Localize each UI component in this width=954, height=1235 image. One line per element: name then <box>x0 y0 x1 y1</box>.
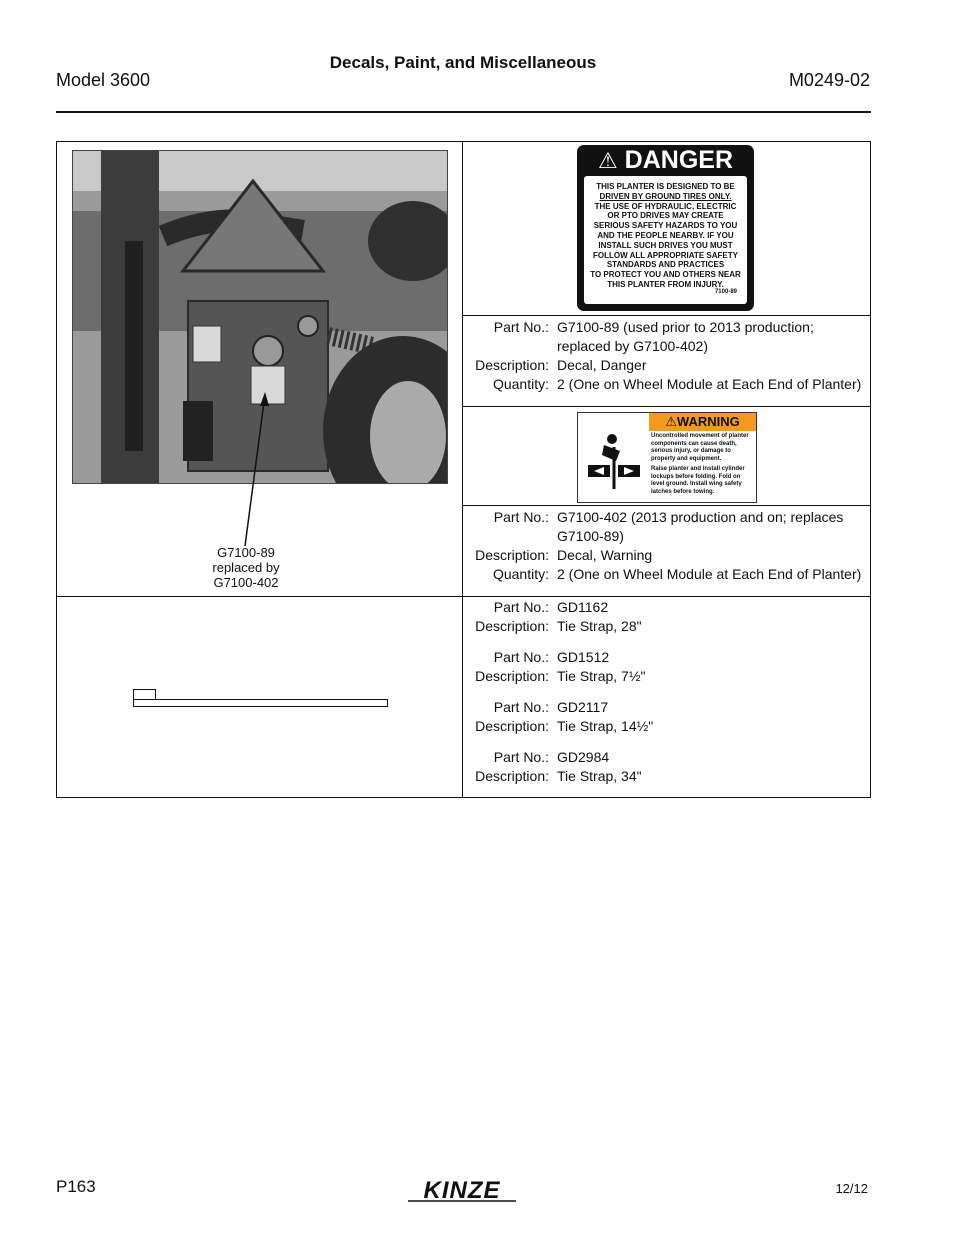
danger-decal-code: 7100-89 <box>714 289 737 296</box>
description-label: Description: <box>475 718 549 734</box>
part-no-row <box>468 508 867 546</box>
part-no-row <box>468 318 867 356</box>
description-label: Description: <box>475 768 549 784</box>
warning-decal <box>577 412 757 503</box>
danger-line: TO PROTECT YOU AND OTHERS NEAR <box>590 270 741 280</box>
table-divider-2 <box>462 406 870 407</box>
description-value: Tie Strap, 34" <box>557 768 642 784</box>
part-no-label: Part No.: <box>493 599 549 615</box>
danger-line: AND THE PEOPLE NEARBY. IF YOU <box>597 230 734 240</box>
danger-line: FOLLOW ALL APPROPRIATE SAFETY <box>593 250 738 260</box>
kinze-logo-text: KINZE <box>423 1177 501 1204</box>
warning-triangle-icon: ⚠ <box>597 148 618 173</box>
danger-line: STANDARDS AND PRACTICES <box>606 260 725 270</box>
quantity-label: Quantity: <box>492 376 549 392</box>
part-no-value: GD2984 <box>557 749 610 765</box>
table-divider-vertical <box>462 141 463 797</box>
warning-paragraph-1: Uncontrolled movement of planter components can cause death, serious injury, or damage to property and equipment. <box>651 433 749 462</box>
part-no-label: Part No.: <box>493 699 549 715</box>
warning-paragraph-2: Raise planter and install cylinder lockups before folding. Fold on level ground. Install wing safety latches before towing. <box>651 466 745 495</box>
quantity-value: 2 (One on Wheel Module at Each End of Planter) <box>557 566 862 582</box>
part-no-label: Part No.: <box>493 649 549 665</box>
part-no-value: GD1162 <box>557 599 609 615</box>
description-label: Description: <box>475 547 549 563</box>
section-title: Decals, Paint, and Miscellaneous <box>329 53 597 72</box>
description-value: Tie Strap, 7½" <box>557 668 646 684</box>
part-no-label: Part No.: <box>493 509 549 525</box>
callout-arrow <box>240 390 270 548</box>
photo-callout <box>188 545 304 590</box>
revision-date: 12/12 <box>835 1181 868 1196</box>
table-divider-1 <box>462 315 870 316</box>
callout-line-2: replaced by <box>212 560 280 575</box>
part-no-row <box>468 598 867 617</box>
danger-line: THE USE OF HYDRAULIC, ELECTRIC <box>594 201 737 211</box>
item-details-danger <box>468 318 867 394</box>
table-divider-3 <box>462 505 870 506</box>
danger-line: DRIVEN BY GROUND TIRES ONLY. <box>599 191 732 201</box>
part-no-row <box>468 748 867 767</box>
danger-heading-text: DANGER <box>624 146 734 174</box>
part-no-label: Part No.: <box>493 749 549 765</box>
danger-line: SERIOUS SAFETY HAZARDS TO YOU <box>593 221 738 231</box>
quantity-row <box>468 565 867 584</box>
description-label: Description: <box>475 668 549 684</box>
part-no-value: G7100-402 (2013 production and on; replaces G7100-89) <box>557 509 844 544</box>
quantity-row <box>468 375 867 394</box>
danger-line: OR PTO DRIVES MAY CREATE <box>607 211 724 221</box>
description-value: Tie Strap, 14½" <box>557 718 654 734</box>
description-value: Decal, Warning <box>557 547 653 563</box>
warning-heading <box>649 413 756 431</box>
warning-triangle-icon: ⚠ <box>665 414 677 429</box>
description-row <box>468 617 867 636</box>
part-no-row <box>468 648 867 667</box>
crush-hazard-pictogram-icon <box>582 427 646 497</box>
danger-line: INSTALL SUCH DRIVES YOU MUST <box>598 240 733 250</box>
danger-line: THIS PLANTER IS DESIGNED TO BE <box>596 182 735 191</box>
description-row <box>468 667 867 686</box>
quantity-value: 2 (One on Wheel Module at Each End of Planter) <box>557 376 862 392</box>
quantity-label: Quantity: <box>492 566 549 582</box>
part-no-label: Part No.: <box>493 319 549 335</box>
description-row <box>468 546 867 565</box>
part-no-row <box>468 698 867 717</box>
danger-heading <box>577 145 754 175</box>
danger-line: THIS PLANTER FROM INJURY. <box>607 279 724 289</box>
tie-strap-list <box>468 598 867 786</box>
table-divider-4 <box>56 596 870 597</box>
danger-body <box>584 176 747 304</box>
kinze-logo <box>402 1176 522 1204</box>
tie-strap-drawing <box>133 699 388 707</box>
callout-line-1: G7100-89 <box>217 545 275 560</box>
danger-decal <box>577 145 754 311</box>
description-label: Description: <box>475 618 549 634</box>
part-no-value: GD1512 <box>557 649 610 665</box>
description-value: Tie Strap, 28" <box>557 618 642 634</box>
item-details-warning <box>468 508 867 584</box>
warning-heading-text: WARNING <box>676 414 740 429</box>
callout-line-3: G7100-402 <box>213 575 279 590</box>
part-no-value: G7100-89 (used prior to 2013 production; replaced by G7100-402) <box>557 319 814 354</box>
header-rule <box>56 111 871 113</box>
page-number: P163 <box>56 1177 96 1196</box>
description-row <box>468 717 867 736</box>
part-no-value: GD2117 <box>557 699 609 715</box>
description-row <box>468 767 867 786</box>
description-value: Decal, Danger <box>557 357 647 373</box>
manual-code: M0249-02 <box>788 70 870 90</box>
description-row <box>468 356 867 375</box>
model-label: Model 3600 <box>56 70 151 90</box>
warning-text <box>651 433 754 496</box>
description-label: Description: <box>475 357 549 373</box>
